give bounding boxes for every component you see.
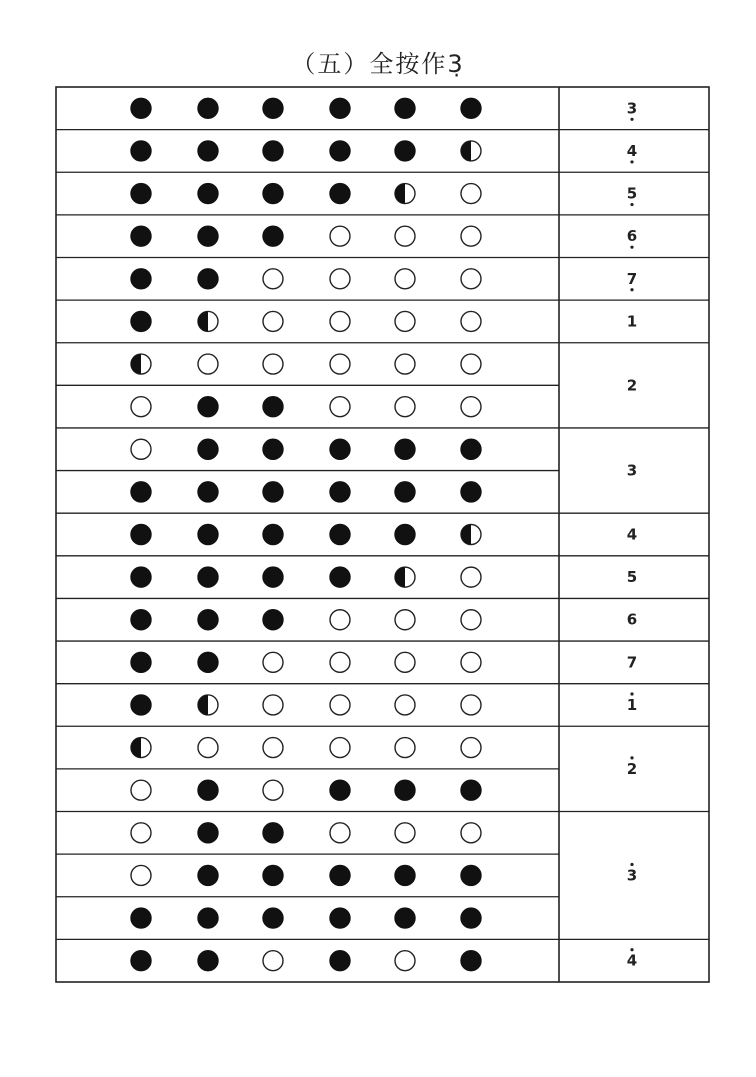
hole-closed xyxy=(198,184,218,204)
hole-half-fill xyxy=(198,695,208,715)
hole-closed xyxy=(131,226,151,246)
hole-closed xyxy=(330,908,350,928)
hole-closed xyxy=(330,184,350,204)
octave-dot-above xyxy=(630,948,633,951)
hole-closed xyxy=(263,865,283,885)
hole-open xyxy=(395,652,415,672)
hole-open xyxy=(461,184,481,204)
hole-closed xyxy=(263,823,283,843)
hole-closed xyxy=(330,780,350,800)
hole-open xyxy=(131,780,151,800)
hole-half-fill xyxy=(461,141,471,161)
hole-closed xyxy=(263,482,283,502)
hole-open xyxy=(395,269,415,289)
hole-closed xyxy=(131,141,151,161)
note-label: 4 xyxy=(626,141,638,160)
hole-open xyxy=(395,695,415,715)
hole-closed xyxy=(198,610,218,630)
hole-closed xyxy=(198,439,218,459)
hole-open xyxy=(461,738,481,758)
note-label: 3 xyxy=(626,461,638,480)
hole-half-fill xyxy=(395,567,405,587)
hole-open xyxy=(395,397,415,417)
hole-open xyxy=(330,738,350,758)
hole-open xyxy=(461,311,481,331)
hole-closed xyxy=(131,908,151,928)
hole-open xyxy=(263,354,283,374)
hole-closed xyxy=(461,865,481,885)
hole-half-fill xyxy=(131,354,141,374)
hole-closed xyxy=(131,311,151,331)
hole-open xyxy=(330,610,350,630)
hole-open xyxy=(330,397,350,417)
hole-open xyxy=(330,823,350,843)
hole-closed xyxy=(131,482,151,502)
hole-open xyxy=(461,397,481,417)
hole-open xyxy=(330,269,350,289)
hole-half-fill xyxy=(131,738,141,758)
hole-open xyxy=(198,738,218,758)
hole-closed xyxy=(395,908,415,928)
hole-closed xyxy=(263,98,283,118)
chart-title: （五）全按作3̣ xyxy=(291,50,465,78)
note-label: 7 xyxy=(626,653,638,672)
hole-open xyxy=(198,354,218,374)
octave-dot-above xyxy=(630,692,633,695)
hole-open xyxy=(263,951,283,971)
hole-half-fill xyxy=(461,525,471,545)
hole-closed xyxy=(198,823,218,843)
hole-open xyxy=(395,610,415,630)
octave-dot-below xyxy=(630,246,633,249)
hole-closed xyxy=(263,439,283,459)
hole-closed xyxy=(461,439,481,459)
hole-closed xyxy=(198,98,218,118)
hole-closed xyxy=(131,610,151,630)
hole-half-fill xyxy=(198,311,208,331)
hole-half-fill xyxy=(395,184,405,204)
hole-closed xyxy=(131,184,151,204)
hole-open xyxy=(263,780,283,800)
note-label: 3 xyxy=(626,99,638,118)
hole-open xyxy=(330,354,350,374)
hole-open xyxy=(461,567,481,587)
hole-closed xyxy=(263,567,283,587)
hole-closed xyxy=(263,184,283,204)
hole-closed xyxy=(198,525,218,545)
hole-closed xyxy=(461,780,481,800)
hole-closed xyxy=(330,951,350,971)
hole-open xyxy=(461,226,481,246)
note-label: 6 xyxy=(626,227,638,246)
hole-open xyxy=(131,397,151,417)
hole-open xyxy=(395,354,415,374)
hole-closed xyxy=(198,865,218,885)
hole-open xyxy=(131,865,151,885)
hole-closed xyxy=(461,482,481,502)
hole-open xyxy=(461,354,481,374)
hole-closed xyxy=(395,865,415,885)
hole-closed xyxy=(263,908,283,928)
hole-closed xyxy=(198,951,218,971)
hole-closed xyxy=(395,780,415,800)
note-label: 5 xyxy=(626,568,638,587)
hole-closed xyxy=(131,695,151,715)
hole-closed xyxy=(330,439,350,459)
hole-closed xyxy=(330,141,350,161)
hole-closed xyxy=(198,226,218,246)
hole-closed xyxy=(198,269,218,289)
hole-closed xyxy=(198,780,218,800)
hole-closed xyxy=(198,567,218,587)
hole-open xyxy=(263,738,283,758)
note-label: 1 xyxy=(626,312,638,331)
hole-open xyxy=(330,652,350,672)
hole-closed xyxy=(131,525,151,545)
hole-closed xyxy=(198,908,218,928)
note-label: 2 xyxy=(626,376,638,395)
hole-closed xyxy=(330,567,350,587)
hole-closed xyxy=(131,652,151,672)
octave-dot-below xyxy=(630,160,633,163)
hole-closed xyxy=(263,226,283,246)
hole-closed xyxy=(198,482,218,502)
note-label: 1 xyxy=(626,695,638,714)
hole-closed xyxy=(131,567,151,587)
hole-open xyxy=(461,823,481,843)
hole-open xyxy=(395,226,415,246)
hole-open xyxy=(263,695,283,715)
note-label: 4 xyxy=(626,951,638,970)
hole-open xyxy=(330,695,350,715)
hole-closed xyxy=(263,525,283,545)
hole-open xyxy=(263,311,283,331)
hole-open xyxy=(461,610,481,630)
hole-open xyxy=(461,695,481,715)
hole-closed xyxy=(395,525,415,545)
hole-open xyxy=(395,738,415,758)
octave-dot-above xyxy=(630,863,633,866)
hole-open xyxy=(395,823,415,843)
hole-closed xyxy=(330,482,350,502)
hole-closed xyxy=(131,98,151,118)
hole-closed xyxy=(461,951,481,971)
hole-closed xyxy=(395,482,415,502)
hole-closed xyxy=(330,525,350,545)
hole-open xyxy=(330,226,350,246)
hole-closed xyxy=(198,652,218,672)
hole-open xyxy=(395,951,415,971)
octave-dot-below xyxy=(630,118,633,121)
hole-closed xyxy=(395,439,415,459)
note-label: 6 xyxy=(626,610,638,629)
octave-dot-below xyxy=(630,288,633,291)
hole-closed xyxy=(395,141,415,161)
hole-closed xyxy=(330,98,350,118)
hole-open xyxy=(395,311,415,331)
note-label: 4 xyxy=(626,525,638,544)
hole-open xyxy=(131,439,151,459)
note-label: 5 xyxy=(626,184,638,203)
hole-closed xyxy=(461,908,481,928)
hole-open xyxy=(131,823,151,843)
note-label: 7 xyxy=(626,269,638,288)
hole-closed xyxy=(263,397,283,417)
hole-closed xyxy=(198,141,218,161)
hole-open xyxy=(461,652,481,672)
octave-dot-below xyxy=(630,203,633,206)
hole-closed xyxy=(330,865,350,885)
table-border xyxy=(56,87,709,982)
hole-closed xyxy=(263,141,283,161)
hole-open xyxy=(330,311,350,331)
note-label: 2 xyxy=(626,759,638,778)
hole-closed xyxy=(198,397,218,417)
hole-closed xyxy=(395,98,415,118)
hole-open xyxy=(263,652,283,672)
hole-closed xyxy=(131,951,151,971)
note-label: 3 xyxy=(626,866,638,885)
hole-closed xyxy=(461,98,481,118)
hole-closed xyxy=(263,610,283,630)
hole-open xyxy=(461,269,481,289)
hole-closed xyxy=(131,269,151,289)
hole-open xyxy=(263,269,283,289)
octave-dot-above xyxy=(630,756,633,759)
